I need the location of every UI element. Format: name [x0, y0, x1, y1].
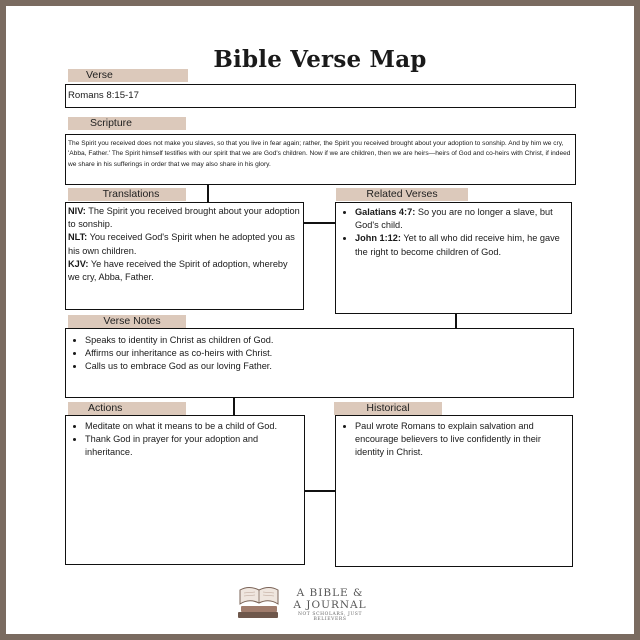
verse-box — [65, 84, 576, 108]
connector-scripture-translations — [207, 185, 209, 202]
niv-label: NIV: — [68, 206, 86, 216]
logo-line1: A BIBLE & — [296, 587, 364, 599]
related-verse-item — [355, 232, 565, 258]
connector-translations-related — [304, 222, 336, 224]
historical-box — [335, 415, 573, 567]
translations-label — [68, 188, 186, 201]
brand-logo — [234, 584, 374, 624]
nlt-text: You received God's Spirit when he adopted you as his own children. — [68, 232, 295, 256]
related-verse-item — [355, 206, 565, 232]
scripture-text: The Spirit you received does not make you slaves, so that you live in fear again; rather, the Spirit you received brought about your adoption to sonship. And by him we cry, 'Abba, Father.' The Spirit himself testifies with our spirit that we are God's children. Now if we are children, then we are heirs—heirs of God and co-heirs with Christ, if indeed we share in his sufferings in order that we may also share in his glory. — [68, 140, 571, 168]
page-title: Bible Verse Map — [213, 46, 427, 73]
verse-notes-box — [65, 328, 574, 398]
translation-nlt — [68, 231, 300, 257]
related-verses-label — [336, 188, 468, 201]
actions-content — [68, 420, 298, 460]
kjv-text: Ye have received the Spirit of adoption, whereby we cry, Abba, Father. — [68, 258, 288, 283]
scripture-box — [65, 134, 576, 185]
connector-related-notes — [455, 314, 457, 328]
historical-content — [338, 420, 554, 460]
worksheet-page — [6, 6, 634, 634]
kjv-label: KJV: — [68, 258, 89, 269]
verse-note-item: • Speaks to identity in Christ as children of God. — [85, 334, 569, 347]
related-verses-content — [338, 206, 565, 259]
translations-box — [65, 202, 304, 310]
verse-label-text: Verse — [86, 69, 113, 81]
scripture-label-text: Scripture — [90, 117, 133, 129]
actions-label — [68, 402, 186, 415]
verse-notes-label — [68, 315, 186, 328]
verse-label — [68, 69, 188, 82]
logo-tagline: NOT SCHOLARS, JUST BELIEVERS — [297, 612, 363, 622]
related-verse-text: So you are no longer a slave, but God's child. — [355, 207, 553, 231]
verse-value: Romans 8:15-17 — [68, 90, 139, 101]
connector-actions-historical — [305, 490, 335, 492]
translations-label-text: Translations — [102, 188, 160, 200]
action-item: • Meditate on what it means to be a child of God. — [85, 420, 298, 433]
related-verse-text: Yet to all who did receive him, he gave the right to become children of God. — [355, 233, 560, 257]
action-item: • Thank God in prayer for your adoption and inheritance. — [85, 433, 298, 459]
verse-notes-label-text: Verse Notes — [103, 315, 161, 327]
historical-label — [334, 402, 442, 415]
related-verse-ref: John 1:12: — [355, 233, 401, 244]
historical-item: • Paul wrote Romans to explain salvation and encourage believers to live confidently in their identity in Christ. — [355, 420, 554, 460]
verse-note-item: • Affirms our inheritance as co-heirs with Christ. — [85, 347, 569, 360]
connector-notes-actions — [233, 398, 235, 415]
scripture-label — [68, 117, 186, 130]
translation-kjv — [68, 258, 300, 284]
related-verses-label-text: Related Verses — [366, 188, 438, 200]
translation-niv — [68, 205, 300, 231]
verse-note-item: • Calls us to embrace God as our loving Father. — [85, 360, 569, 373]
translations-content — [68, 205, 300, 284]
actions-label-text: Actions — [88, 402, 123, 414]
open-book-icon — [234, 584, 284, 624]
nlt-label: NLT: — [68, 232, 88, 243]
logo-line2: A JOURNAL — [293, 599, 367, 611]
related-verse-ref: Galatians 4:7: — [355, 207, 416, 217]
logo-text — [286, 587, 374, 622]
related-verses-box — [335, 202, 572, 314]
actions-box — [65, 415, 305, 565]
historical-label-text: Historical — [366, 402, 410, 414]
verse-notes-content — [68, 334, 569, 374]
niv-text: The Spirit you received brought about your adoption to sonship. — [68, 206, 300, 230]
